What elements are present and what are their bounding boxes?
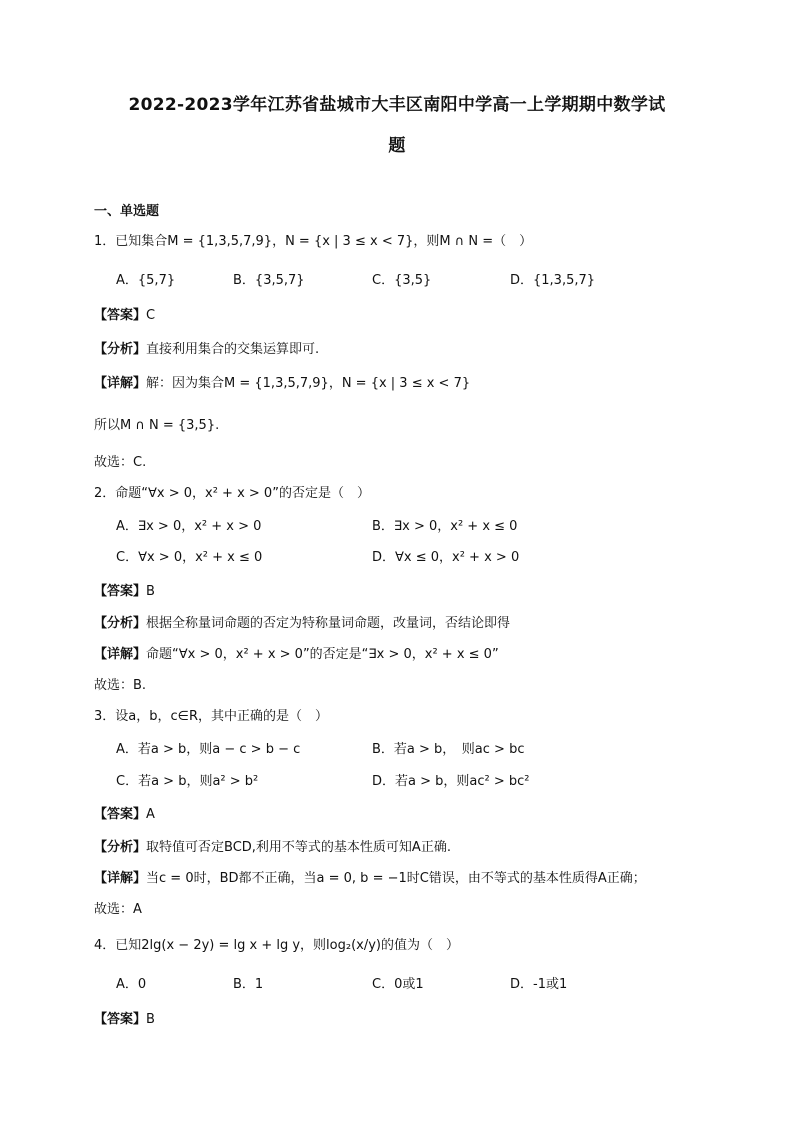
- q2-analysis: [94, 615, 510, 633]
- document-title-line1: 2022-2023学年江苏省盐城市大丰区南阳中学高一上学期期中数学试: [128, 95, 666, 115]
- answer-tag: 【答案】: [94, 584, 147, 599]
- analysis-text: 直接利用集合的交集运算即可.: [146, 342, 320, 357]
- q2-stem: 2．命题“∀x > 0，x² + x > 0”的否定是（ ）: [94, 486, 370, 501]
- answer-value: C: [146, 308, 156, 323]
- q2-option-b: B．∃x > 0，x² + x ≤ 0: [372, 519, 518, 534]
- q1-detail: [94, 375, 470, 393]
- answer-value: B: [146, 1012, 155, 1027]
- analysis-text: 根据全称量词命题的否定为特称量词命题，改量词，否结论即得: [146, 616, 511, 631]
- q1-conclusion: 故选：C.: [94, 455, 147, 470]
- q4-stem: 4．已知2lg(x − 2y) = lg x + lg y，则log₂(x/y)的值为（ ）: [94, 938, 459, 953]
- detail-tag: 【详解】: [94, 871, 147, 886]
- document-title-line2: 题: [388, 136, 406, 156]
- q3-option-b: B．若a > b， 则ac > bc: [372, 742, 525, 757]
- detail-tag: 【详解】: [94, 647, 147, 662]
- analysis-tag: 【分析】: [94, 342, 147, 357]
- analysis-tag: 【分析】: [94, 616, 147, 631]
- detail-tag: 【详解】: [94, 376, 147, 391]
- analysis-tag: 【分析】: [94, 840, 147, 855]
- q1-analysis: [94, 341, 319, 359]
- detail-text: 当c = 0时，BD都不正确，当a = 0, b = −1时C错误，由不等式的基本性质得A正确；: [146, 871, 646, 886]
- q3-option-d: D．若a > b，则ac² > bc²: [372, 774, 530, 789]
- q1-option-d: D．{1,3,5,7}: [510, 273, 596, 288]
- q4-answer: [94, 1011, 155, 1029]
- answer-value: B: [146, 584, 155, 599]
- q2-conclusion: 故选：B.: [94, 678, 147, 693]
- q4-option-a: A．0: [116, 977, 147, 992]
- q3-detail: [94, 870, 646, 888]
- answer-tag: 【答案】: [94, 1012, 147, 1027]
- detail-text: 命题“∀x > 0，x² + x > 0”的否定是“∃x > 0，x² + x ≤ 0”: [146, 647, 499, 662]
- answer-tag: 【答案】: [94, 308, 147, 323]
- q1-option-a: A．{5,7}: [116, 273, 176, 288]
- q3-conclusion: 故选：A: [94, 902, 142, 917]
- q3-analysis: [94, 839, 451, 857]
- q1-detail-continued: 所以M ∩ N = {3,5}.: [94, 418, 220, 433]
- q1-stem: 1．已知集合M = {1,3,5,7,9}，N = {x | 3 ≤ x < 7}，则M ∩ N =（ ）: [94, 234, 533, 249]
- q1-option-b: B．{3,5,7}: [233, 273, 305, 288]
- q4-option-c: C．0或1: [372, 977, 424, 992]
- q1-option-c: C．{3,5}: [372, 273, 432, 288]
- q3-option-c: C．若a > b，则a² > b²: [116, 774, 259, 789]
- q2-option-d: D．∀x ≤ 0，x² + x > 0: [372, 550, 520, 565]
- answer-tag: 【答案】: [94, 807, 147, 822]
- detail-text: 解：因为集合M = {1,3,5,7,9}，N = {x | 3 ≤ x < 7}: [146, 376, 471, 391]
- q2-detail: [94, 646, 499, 664]
- q4-option-b: B．1: [233, 977, 264, 992]
- q4-option-d: D．-1或1: [510, 977, 568, 992]
- analysis-text: 取特值可否定BCD,利用不等式的基本性质可知A正确.: [146, 840, 451, 855]
- q3-answer: [94, 806, 155, 824]
- q2-answer: [94, 583, 155, 601]
- q2-option-c: C．∀x > 0，x² + x ≤ 0: [116, 550, 263, 565]
- q2-option-a: A．∃x > 0，x² + x > 0: [116, 519, 262, 534]
- section-heading: 一、单选题: [94, 204, 160, 219]
- q3-option-a: A．若a > b，则a − c > b − c: [116, 742, 301, 757]
- q3-stem: 3．设a，b，c∈R，其中正确的是（ ）: [94, 709, 328, 724]
- answer-value: A: [146, 807, 155, 822]
- q1-answer: [94, 307, 155, 325]
